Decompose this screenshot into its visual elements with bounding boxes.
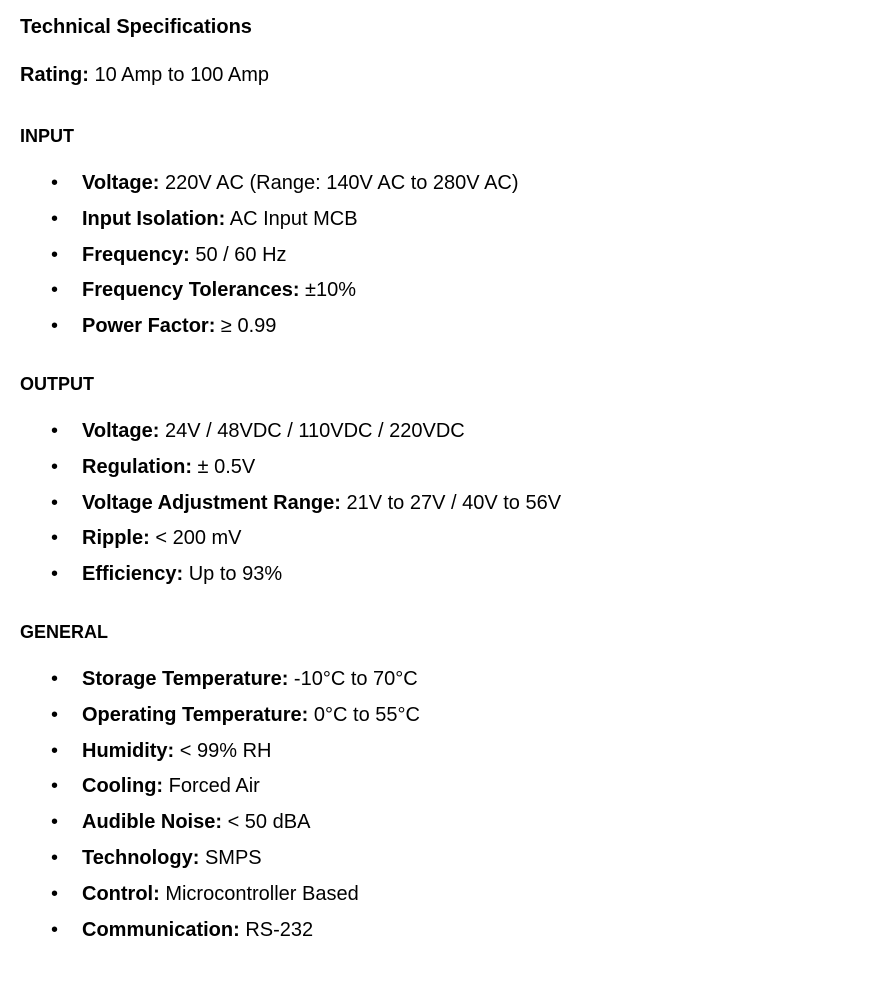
spec-label: Frequency Tolerances: xyxy=(82,279,300,302)
bullet-icon: • xyxy=(51,811,59,834)
list-item xyxy=(0,882,874,918)
bullet-icon: • xyxy=(51,882,59,905)
section-heading-output: OUTPUT xyxy=(20,374,94,394)
spec-label: Control: xyxy=(82,882,160,905)
spec-value: RS-232 xyxy=(239,918,314,941)
section-heading-input: INPUT xyxy=(20,126,74,146)
spec-value: < 99% RH xyxy=(174,739,272,762)
bullet-icon: • xyxy=(51,846,59,869)
output-spec-list xyxy=(0,419,874,598)
spec-value: 0°C to 55°C xyxy=(308,703,420,726)
list-item xyxy=(0,171,874,207)
spec-value: Up to 93% xyxy=(183,563,283,586)
spec-value: 24V / 48VDC / 110VDC / 220VDC xyxy=(159,420,465,442)
spec-label: Frequency: xyxy=(82,243,190,266)
spec-label: Regulation: xyxy=(82,455,192,478)
spec-value: < 50 dBA xyxy=(222,811,311,834)
list-item xyxy=(0,419,874,455)
spec-label: Voltage: xyxy=(82,420,160,442)
bullet-icon: • xyxy=(51,563,59,586)
bullet-icon: • xyxy=(51,668,59,690)
list-item xyxy=(0,243,874,279)
spec-value: -10°C to 70°C xyxy=(288,668,418,690)
spec-label: Operating Temperature: xyxy=(82,703,309,726)
bullet-icon: • xyxy=(51,172,59,194)
list-item xyxy=(0,667,874,703)
spec-label: Communication: xyxy=(82,918,240,941)
bullet-icon: • xyxy=(51,775,59,798)
input-spec-list xyxy=(0,171,874,350)
bullet-icon: • xyxy=(51,491,59,514)
spec-value: 21V to 27V / 40V to 56V xyxy=(340,491,562,514)
spec-value: ± 0.5V xyxy=(192,455,256,478)
list-item xyxy=(0,918,874,954)
spec-value: 220V AC (Range: 140V AC to 280V AC) xyxy=(159,172,519,194)
bullet-icon: • xyxy=(51,703,59,726)
spec-label: Humidity: xyxy=(82,739,175,762)
document-title: Technical Specifications xyxy=(20,16,252,38)
spec-value: ±10% xyxy=(299,279,357,302)
spec-label: Efficiency: xyxy=(82,563,184,586)
spec-label: Technology: xyxy=(82,846,200,869)
spec-value: SMPS xyxy=(199,846,262,869)
list-item xyxy=(0,314,874,350)
list-item xyxy=(0,491,874,527)
bullet-icon: • xyxy=(51,527,59,550)
general-spec-list xyxy=(0,667,874,953)
spec-label: Ripple: xyxy=(82,527,150,550)
rating-label: Rating: xyxy=(20,64,89,86)
list-item xyxy=(0,703,874,739)
spec-value: ≥ 0.99 xyxy=(215,315,277,338)
rating-line xyxy=(20,63,269,87)
list-item xyxy=(0,810,874,846)
spec-label: Voltage Adjustment Range: xyxy=(82,491,341,514)
bullet-icon: • xyxy=(51,207,59,230)
bullet-icon: • xyxy=(51,455,59,478)
bullet-icon: • xyxy=(51,243,59,266)
spec-label: Power Factor: xyxy=(82,315,216,338)
spec-label: Storage Temperature: xyxy=(82,668,289,690)
spec-label: Audible Noise: xyxy=(82,811,223,834)
list-item xyxy=(0,774,874,810)
section-heading-general: GENERAL xyxy=(20,622,109,642)
spec-label: Cooling: xyxy=(82,775,164,798)
spec-value: Microcontroller Based xyxy=(159,882,359,905)
bullet-icon: • xyxy=(51,918,59,941)
list-item xyxy=(0,526,874,562)
bullet-icon: • xyxy=(51,315,59,338)
spec-value: < 200 mV xyxy=(149,527,242,550)
list-item xyxy=(0,562,874,598)
list-item xyxy=(0,846,874,882)
spec-label: Voltage: xyxy=(82,172,160,194)
spec-value: Forced Air xyxy=(163,775,260,798)
bullet-icon: • xyxy=(51,739,59,762)
list-item xyxy=(0,739,874,775)
rating-value: 10 Amp to 100 Amp xyxy=(88,64,270,86)
spec-value: AC Input MCB xyxy=(225,207,358,230)
spec-value: 50 / 60 Hz xyxy=(189,243,287,266)
list-item xyxy=(0,207,874,243)
list-item xyxy=(0,278,874,314)
bullet-icon: • xyxy=(51,420,59,442)
list-item xyxy=(0,455,874,491)
bullet-icon: • xyxy=(51,279,59,302)
spec-label: Input Isolation: xyxy=(82,207,226,230)
